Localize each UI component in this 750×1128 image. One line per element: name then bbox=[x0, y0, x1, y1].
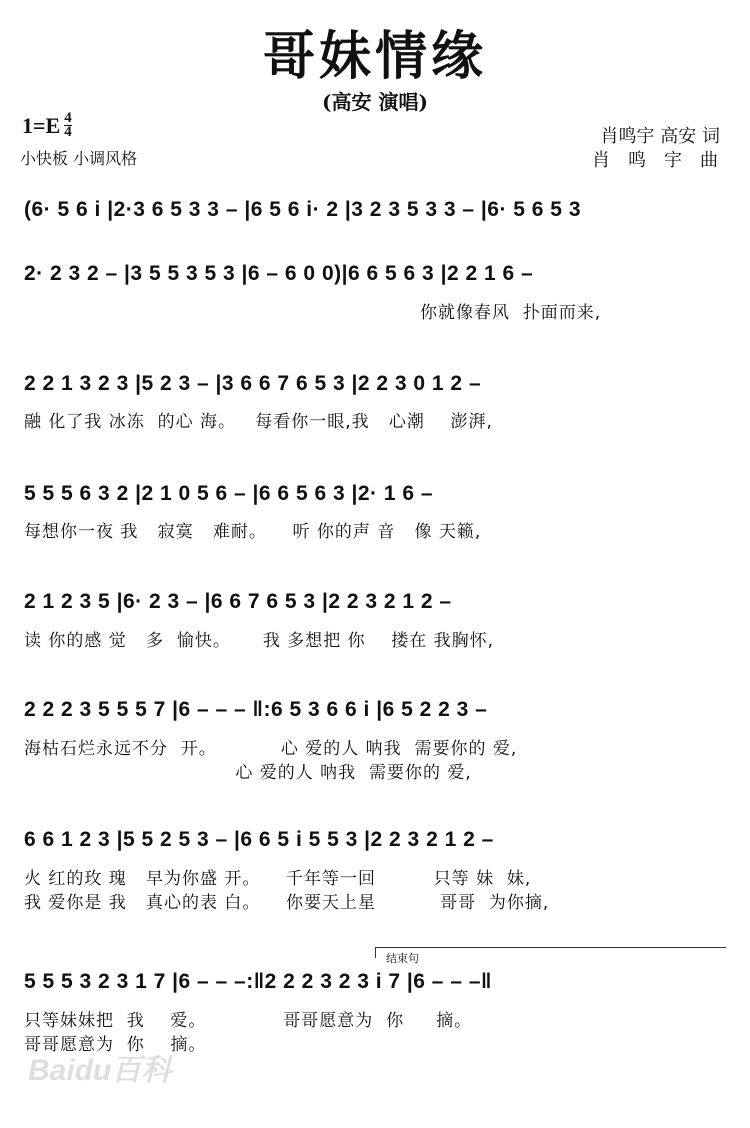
lyric-line: 海枯石烂永远不分 开。 心 爱的人 呐我 需要你的 爱, bbox=[24, 739, 518, 759]
key-label: 1=E bbox=[22, 112, 61, 138]
ending-bracket bbox=[375, 947, 726, 958]
lyric-line: 只等妹妹把 我 爱。 哥哥愿意为 你 摘。 bbox=[24, 1011, 473, 1031]
lyric-line: 读 你的感 觉 多 愉快。 我 多想把 你 搂在 我胸怀, bbox=[24, 631, 495, 651]
tempo-marking: 小快板 小调风格 bbox=[20, 149, 138, 168]
lyric-line: 心 爱的人 呐我 需要你的 爱, bbox=[24, 763, 472, 783]
lyric-line: 融 化了我 冰冻 的心 海。 每看你一眼,我 心潮 澎湃, bbox=[24, 412, 493, 432]
ending-label: 结束句 bbox=[386, 952, 419, 965]
meter-bottom: 4 bbox=[64, 124, 72, 140]
song-title: 哥妹情缘 bbox=[262, 26, 487, 87]
meter-top: 4 bbox=[64, 110, 72, 126]
composer-credit: 肖鸣宇曲 bbox=[592, 150, 736, 171]
notation-row: (6· 5 6 i |2·3 6 5 3 3 – |6 5 6 i· 2 |3 2 3 5 3 3 – |6· 5 6 5 3 bbox=[24, 198, 581, 221]
lyric-line: 哥哥愿意为 你 摘。 bbox=[24, 1035, 207, 1055]
notation-row: 2 1 2 3 5 |6· 2 3 – |6 6 7 6 5 3 |2 2 3 2 1 2 – bbox=[24, 590, 452, 613]
notation-row: 5 5 5 3 2 3 1 7 |6 – – –:‖2 2 2 3 2 3 i 7 |6 – – –‖ bbox=[24, 970, 492, 993]
lyricist-credit: 肖鸣宇 高安 词 bbox=[600, 126, 720, 147]
notation-row: 6 6 1 2 3 |5 5 2 5 3 – |6 6 5 i 5 5 3 |2 2 3 2 1 2 – bbox=[24, 828, 494, 851]
lyric-line: 每想你一夜 我 寂寞 难耐。 听 你的声 音 像 天籁, bbox=[24, 522, 482, 542]
time-signature bbox=[64, 112, 72, 139]
performer-subtitle: (高安 演唱) bbox=[322, 90, 428, 114]
notation-row: 2· 2 3 2 – |3 5 5 3 5 3 |6 – 6 0 0)|6 6 5 6 3 |2 2 1 6 – bbox=[24, 262, 534, 285]
baidu-watermark: Baidu百科 bbox=[28, 1054, 172, 1087]
lyric-line: 你就像春风 扑面而来, bbox=[420, 303, 602, 323]
notation-row: 2 2 2 3 5 5 5 7 |6 – – – ‖:6 5 3 6 6 i |6 5 2 2 3 – bbox=[24, 698, 488, 721]
notation-row: 2 2 1 3 2 3 |5 2 3 – |3 6 6 7 6 5 3 |2 2 3 0 1 2 – bbox=[24, 372, 482, 395]
notation-row: 5 5 5 6 3 2 |2 1 0 5 6 – |6 6 5 6 3 |2· 1 6 – bbox=[24, 482, 434, 505]
lyric-line: 火 红的玫 瑰 早为你盛 开。 千年等一回 只等 妹 妹, bbox=[24, 869, 532, 889]
key-signature bbox=[22, 112, 72, 139]
lyric-line: 我 爱你是 我 真心的表 白。 你要天上星 哥哥 为你摘, bbox=[24, 893, 550, 913]
